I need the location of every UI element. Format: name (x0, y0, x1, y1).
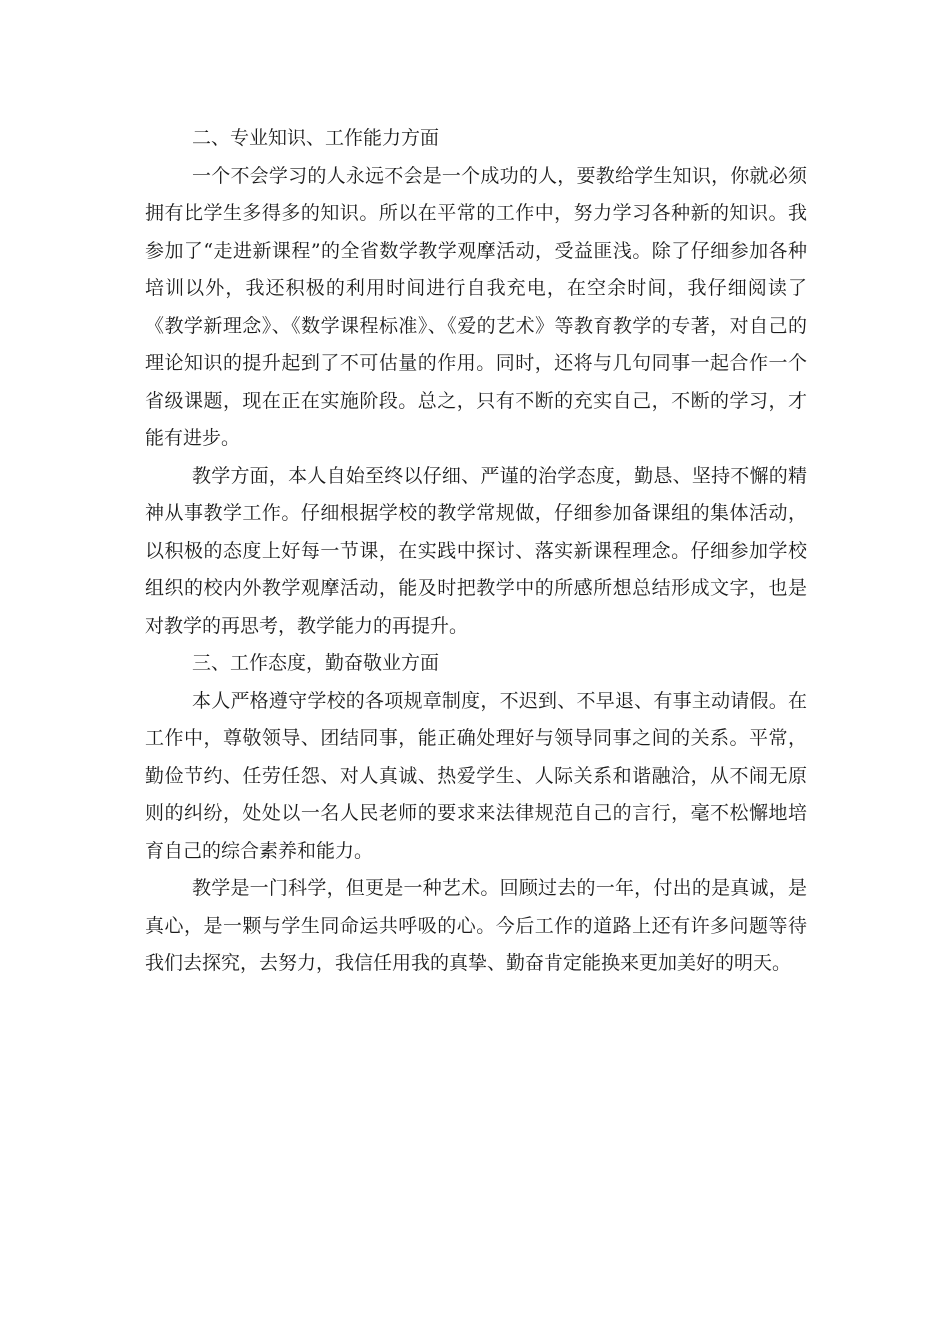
section-heading-work-attitude: 三、工作态度，勤奋敬业方面 (192, 652, 440, 674)
paragraph-closing: 教学是一门科学，但更是一种艺术。回顾过去的一年，付出的是真诚，是真心，是一颗与学生同命运共呼吸的心。今后工作的道路上还有许多问题等待我们去探究，去努力，我信任用我的真挚、勤奋肯定能换来更加美好的明天。 (145, 877, 807, 974)
paragraph-teaching: 教学方面，本人自始至终以仔细、严谨的治学态度，勤恳、坚持不懈的精神从事教学工作。仔细根据学校的教学常规做，仔细参加备课组的集体活动，以积极的态度上好每一节课，在实践中探讨、落实新课程理念。仔细参加学校组织的校内外教学观摩活动，能及时把教学中的所感所想总结形成文字，也是对教学的再思考，教学能力的再提升。 (145, 464, 807, 637)
paragraph-discipline: 本人严格遵守学校的各项规章制度，不迟到、不早退、有事主动请假。在工作中，尊敬领导、团结同事，能正确处理好与领导同事之间的关系。平常，勤俭节约、任劳任怨、对人真诚、热爱学生、人际关系和谐融洽，从不闹无原则的纠纷，处处以一名人民老师的要求来法律规范自己的言行，毫不松懈地培育自己的综合素养和能力。 (145, 689, 807, 862)
paragraph-learning: 一个不会学习的人永远不会是一个成功的人，要教给学生知识，你就必须拥有比学生多得多的知识。所以在平常的工作中，努力学习各种新的知识。我参加了“走进新课程”的全省数学教学观摩活动，受益匪浅。除了仔细参加各种培训以外，我还积极的利用时间进行自我充电，在空余时间，我仔细阅读了《教学新理念》、《数学课程标准》、《爱的艺术》等教育教学的专著，对自己的理论知识的提升起到了不可估量的作用。同时，还将与几句同事一起合作一个省级课题，现在正在实施阶段。总之，只有不断的充实自己，不断的学习，才能有进步。 (145, 164, 807, 449)
document-body (145, 120, 807, 983)
section-heading-professional-knowledge: 二、专业知识、工作能力方面 (192, 127, 440, 149)
